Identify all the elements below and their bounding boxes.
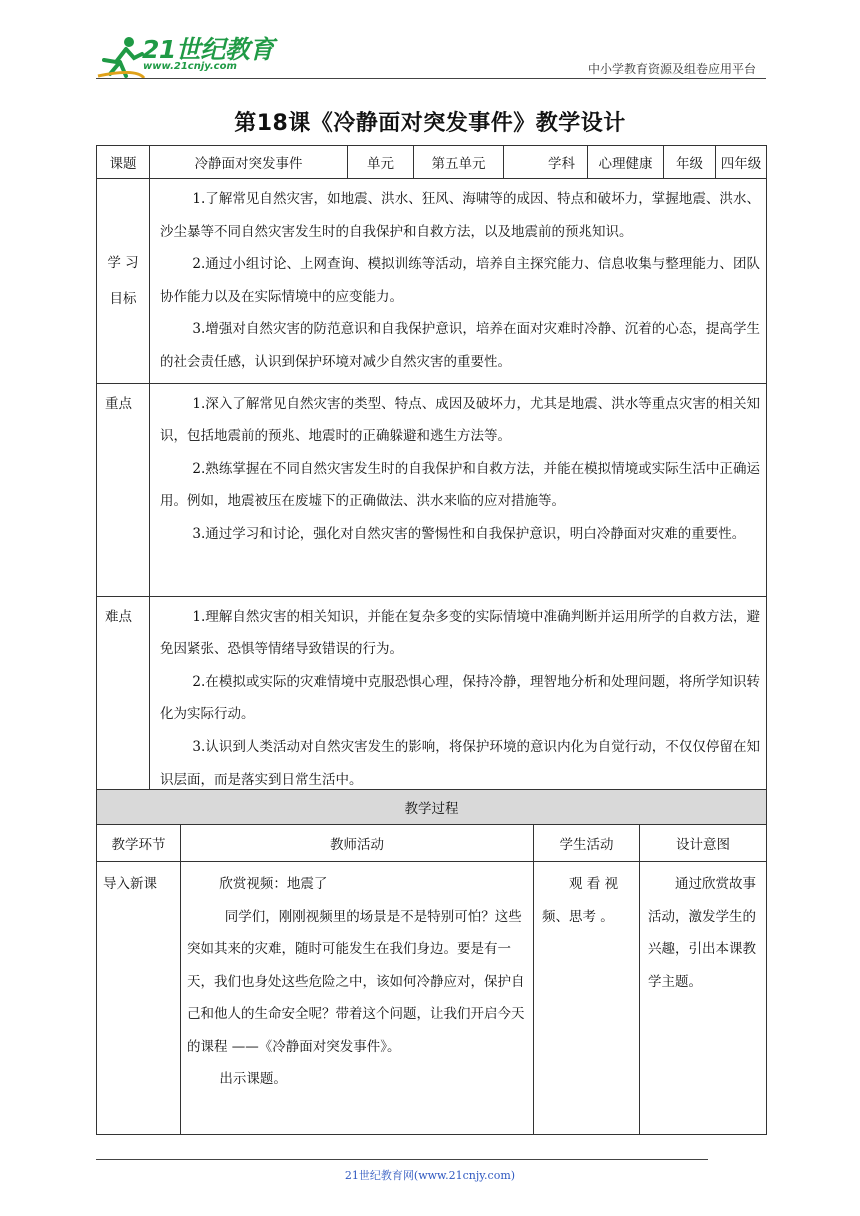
difficulties-label: 难点 (97, 596, 150, 809)
logo-url: www.21cnjy.com (143, 61, 237, 72)
course-value: 冷静面对突发事件 (150, 146, 348, 179)
teacher-activity-2: 同学们，刚刚视频里的场景是不是特别可怕？这些突如其来的灾难，随时可能发生在我们身边。要是有一天，我们也身处这些危险之中，该如何冷静应对，保护自己和他人的生命安全呢？带着这个问题，让我们开启今天的课程 ——《冷静面对突发事件》。 (187, 908, 525, 1055)
platform-name: 中小学教育资源及组卷应用平台 (587, 62, 756, 76)
teaching-process-table (96, 789, 767, 1135)
goal-item-1: 1.了解常见自然灾害，如地震、洪水、狂风、海啸等的成因、特点和破坏力，掌握地震、洪水、沙尘暴等不同自然灾害发生时的自我保护和自救方法，以及地震前的预兆知识。 (160, 191, 760, 240)
header-intent: 设计意图 (640, 825, 767, 862)
stage-cell: 导入新课 (97, 862, 181, 1135)
goals-row (97, 179, 767, 384)
process-title: 教学过程 (97, 790, 767, 825)
key-points-content (150, 383, 767, 596)
lesson-info-table (96, 145, 767, 810)
student-activity-cell: 观 看 视 频、思考 。 (534, 862, 640, 1135)
goals-label (97, 179, 150, 384)
difficulties-content (150, 596, 767, 809)
footer-link[interactable]: 21世纪教育网(www.21cnjy.com) (344, 1169, 516, 1182)
teacher-activity-1: 欣赏视频：地震了 (219, 876, 328, 892)
key-points-label: 重点 (97, 383, 150, 596)
difficulties-row (97, 596, 767, 809)
grade-value: 四年级 (716, 146, 767, 179)
process-header-row (97, 825, 767, 862)
teacher-activity-3: 出示课题。 (219, 1071, 287, 1087)
design-intent-cell: 通过欣赏故事活动，激发学生的兴趣，引出本课教学主题。 (640, 862, 767, 1135)
key-point-item-3: 3.通过学习和讨论，强化对自然灾害的警惕性和自我保护意识，明白冷静面对灾难的重要性。 (192, 525, 746, 542)
subject-value: 心理健康 (588, 146, 664, 179)
header-student: 学生活动 (534, 825, 640, 862)
page-title: 第18课《冷静面对突发事件》教学设计 (234, 111, 626, 136)
header-divider (96, 78, 766, 79)
grade-label: 年级 (664, 146, 716, 179)
subject-label: 学科 (504, 146, 588, 179)
process-row-intro (97, 862, 767, 1135)
logo-text: 21世纪教育 (142, 35, 274, 64)
goal-item-2: 2.通过小组讨论、上网查询、模拟训练等活动，培养自主探究能力、信息收集与整理能力、团队协作能力以及在实际情境中的应变能力。 (160, 256, 760, 305)
process-title-row (97, 790, 767, 825)
teacher-activity-cell (181, 862, 534, 1135)
difficulty-item-2: 2.在模拟或实际的灾难情境中克服恐惧心理，保持冷静，理智地分析和处理问题，将所学知识转化为实际行动。 (160, 673, 760, 723)
goals-content (150, 179, 767, 384)
info-row (97, 146, 767, 179)
key-point-item-2: 2.熟练掌握在不同自然灾害发生时的自我保护和自救方法，并能在模拟情境或实际生活中正确运用。例如，地震被压在废墟下的正确做法、洪水来临的应对措施等。 (160, 460, 760, 510)
unit-label: 单元 (348, 146, 414, 179)
footer-divider (96, 1159, 708, 1160)
key-points-row (97, 383, 767, 596)
difficulty-item-1: 1.理解自然灾害的相关知识，并能在复杂多变的实际情境中准确判断并运用所学的自救方法，避免因紧张、恐惧等情绪导致错误的行为。 (160, 608, 760, 658)
goals-label-line2: 目标 (109, 290, 137, 307)
goal-item-3: 3.增强对自然灾害的防范意识和自我保护意识，培养在面对灾难时冷静、沉着的心态，提高学生的社会责任感，认识到保护环境对减少自然灾害的重要性。 (160, 321, 760, 370)
course-label: 课题 (97, 146, 150, 179)
header-teacher: 教师活动 (181, 825, 534, 862)
header-stage: 教学环节 (97, 825, 181, 862)
goals-label-line1: 学 习 (107, 254, 139, 271)
unit-value: 第五单元 (414, 146, 504, 179)
key-point-item-1: 1.深入了解常见自然灾害的类型、特点、成因及破坏力，尤其是地震、洪水等重点灾害的相关知识，包括地震前的预兆、地震时的正确躲避和逃生方法等。 (160, 395, 760, 445)
difficulty-item-3: 3.认识到人类活动对自然灾害发生的影响，将保护环境的意识内化为自觉行动，不仅仅停留在知识层面，而是落实到日常生活中。 (160, 738, 760, 788)
